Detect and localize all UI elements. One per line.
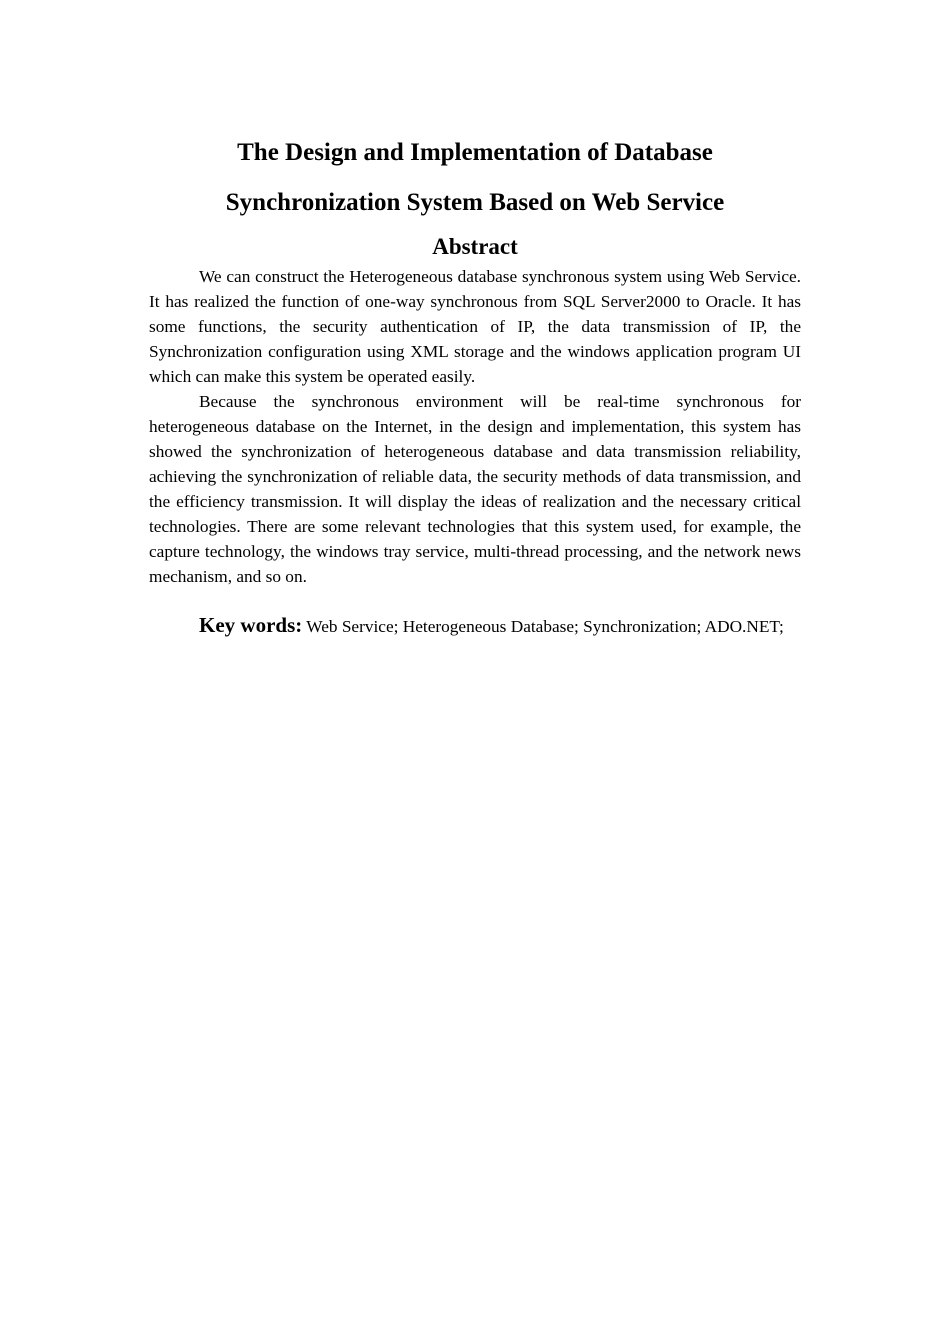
abstract-heading: Abstract: [432, 234, 518, 259]
title-line-1: The Design and Implementation of Database: [237, 139, 713, 166]
keywords-text: Web Service; Heterogeneous Database; Synchronization; ADO.NET;: [306, 617, 784, 636]
keywords-label: Key words:: [199, 613, 303, 637]
paper-title: [149, 128, 801, 228]
abstract-paragraph-2: Because the synchronous environment will be real-time synchronous for heterogeneous database on the Internet, in the design and implementation, this system has showed the synchronization of heterogeneous database and data transmission reliability, achieving the synchronization of reliable data, the security methods of data transmission, and the efficiency transmission. It will display the ideas of realization and the necessary critical technologies. There are some relevant technologies that this system used, for example, the capture technology, the windows tray service, multi-thread processing, and the network news mechanism, and so on.: [149, 392, 801, 586]
title-line-2: Synchronization System Based on Web Service: [225, 189, 725, 216]
keywords-line: [149, 613, 801, 639]
document-page: [149, 128, 801, 639]
abstract-paragraph-1: We can construct the Heterogeneous database synchronous system using Web Service. It has realized the function of one-way synchronous from SQL Server2000 to Oracle. It has some functions, the security authentication of IP, the data transmission of IP, the Synchronization configuration using XML storage and the windows application program UI which can make this system be operated easily.: [149, 267, 801, 386]
